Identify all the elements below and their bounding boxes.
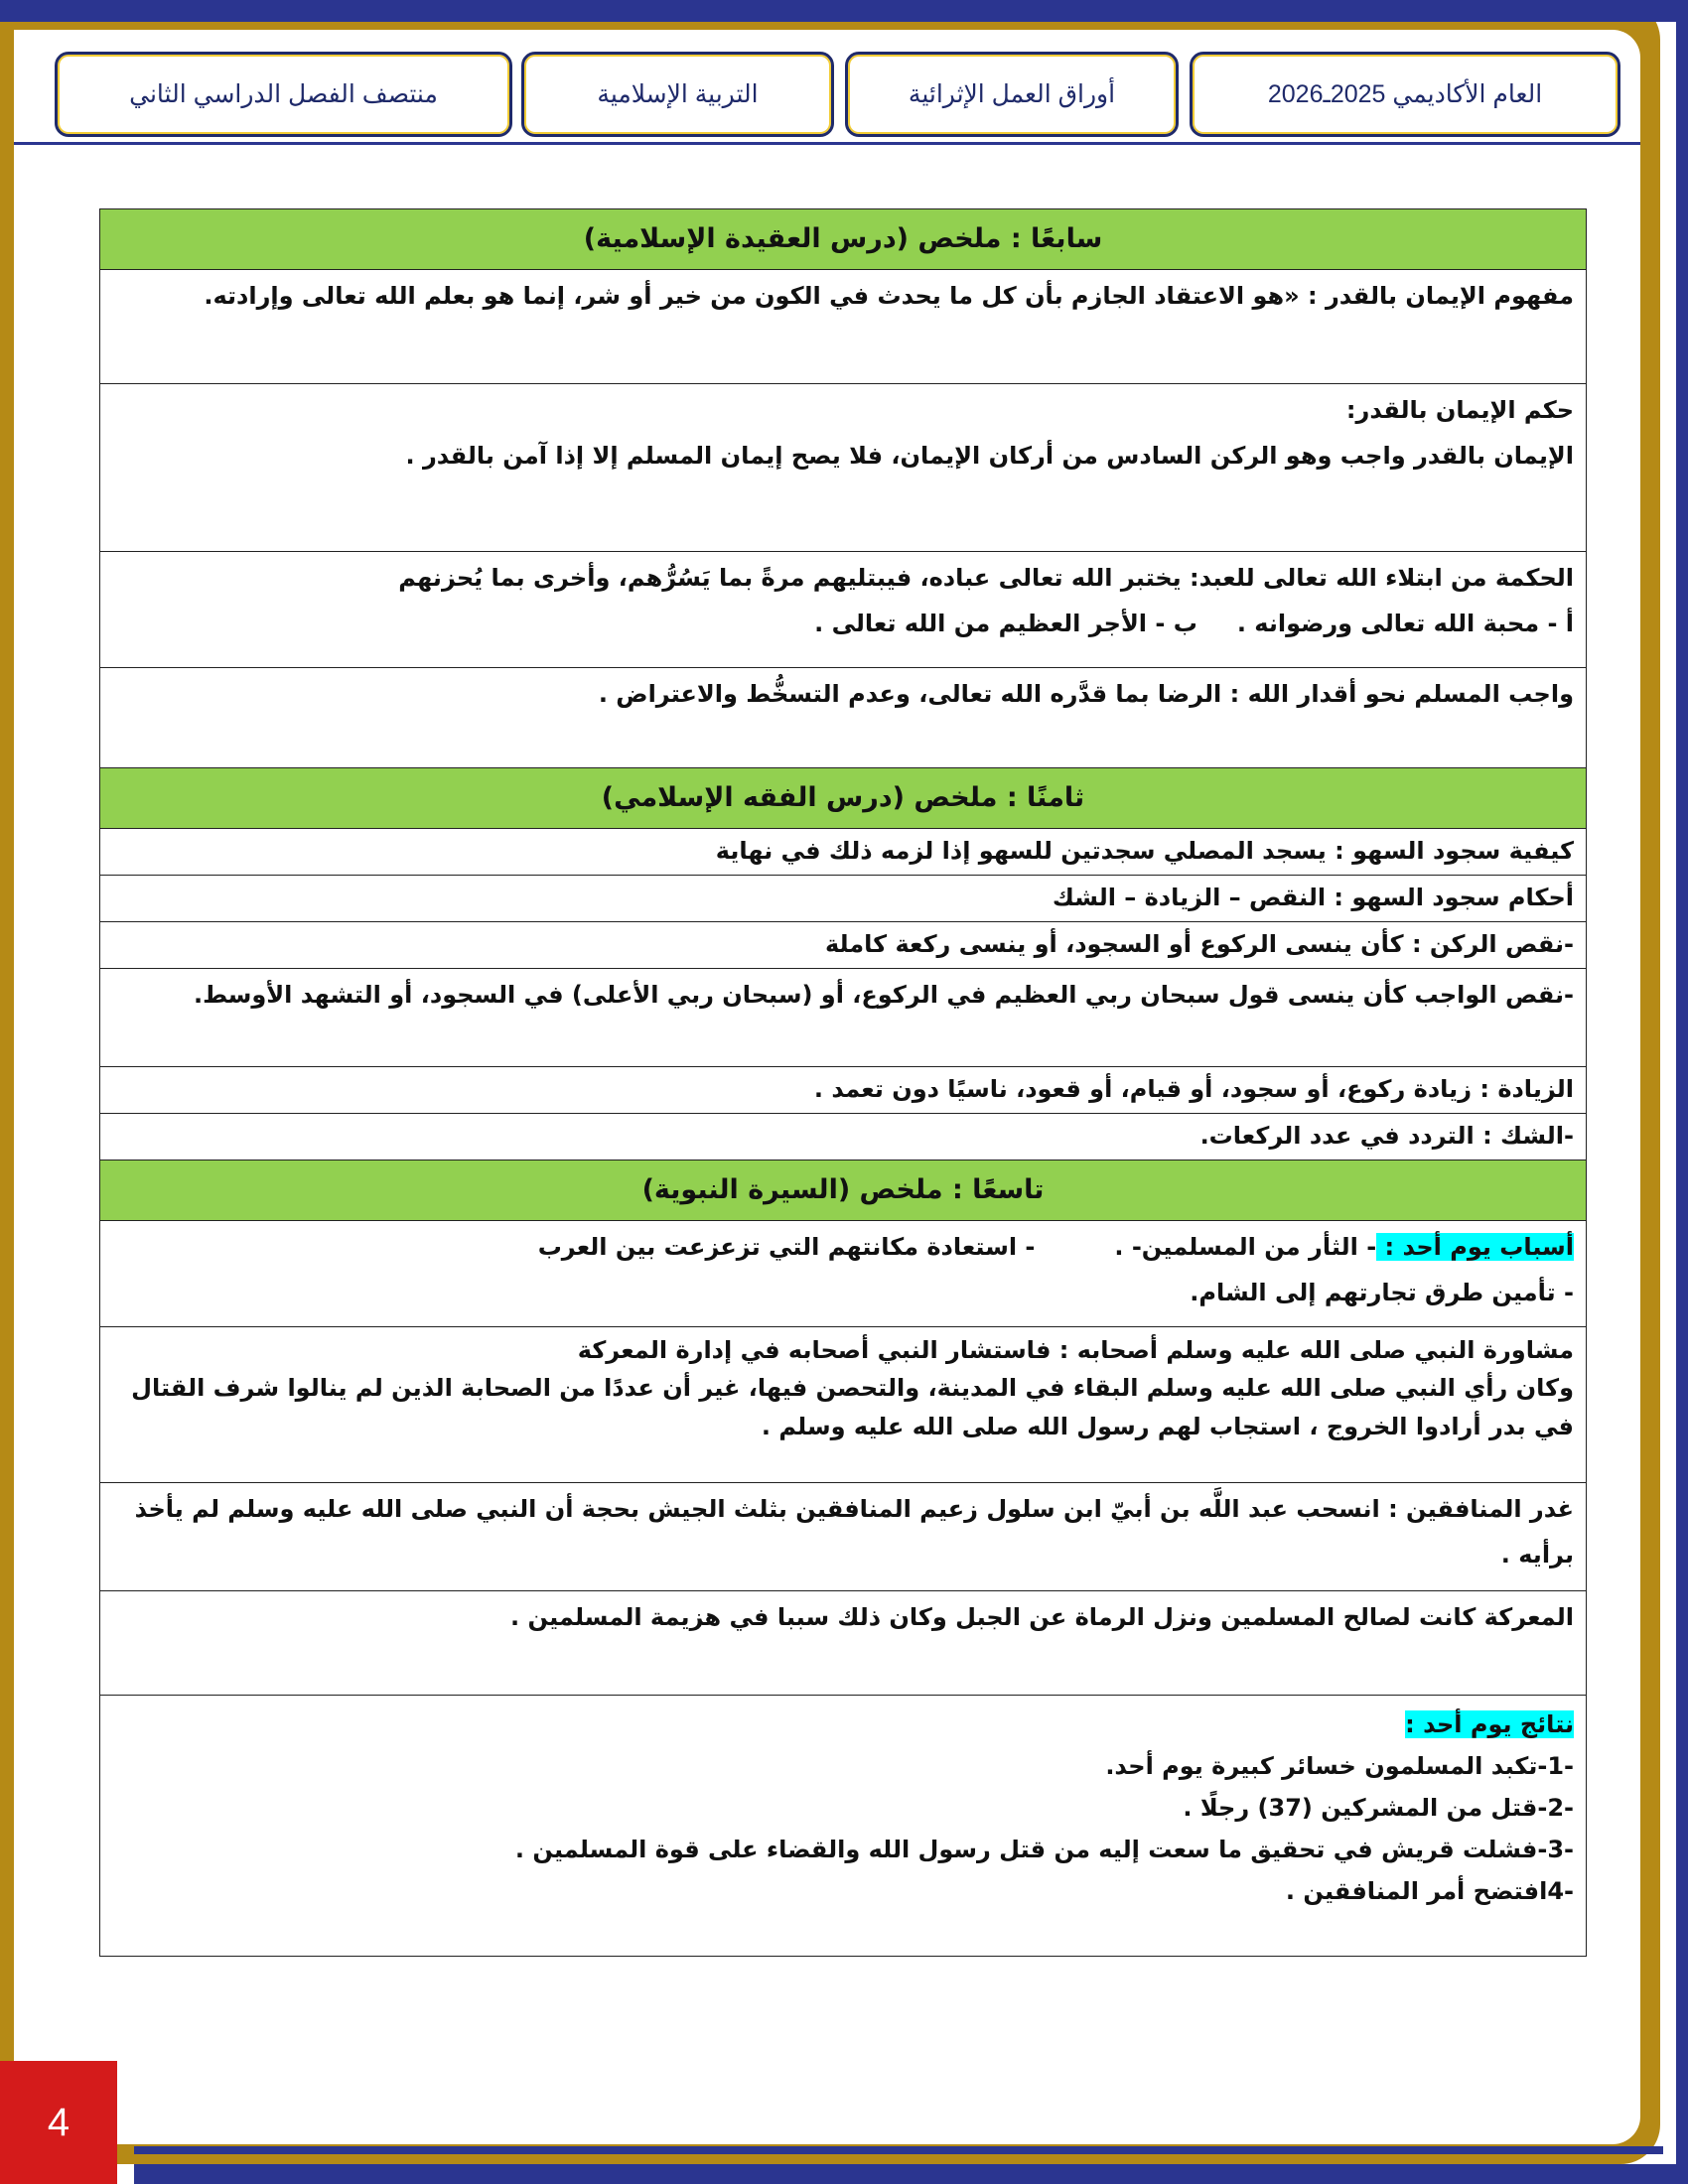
ruling-text: الإيمان بالقدر واجب وهو الركن السادس من أركان الإيمان، فلا يصح إيمان المسلم إلا إذا آمن بالقدر . <box>405 441 1574 470</box>
row-uhud-causes <box>100 1221 1587 1327</box>
right-border <box>1676 0 1688 2184</box>
row-qadar-concept: مفهوم الإيمان بالقدر : «هو الاعتقاد الجازم بأن كل ما يحدث في الكون من خير أو شر، إنما هو بعلم الله تعالى وإرادته. <box>100 270 1587 384</box>
causes-label: أسباب يوم أحد : <box>1376 1233 1574 1261</box>
ruling-title: حكم الإيمان بالقدر: <box>1345 396 1574 424</box>
header-year: العام الأكاديمي 2025ـ2026 <box>1190 52 1620 137</box>
row-qadar-ruling <box>100 384 1587 552</box>
header-period: منتصف الفصل الدراسي الثاني <box>55 52 512 137</box>
row-sahw-rulings: أحكام سجود السهو : النقص – الزيادة – الشك <box>100 876 1587 922</box>
row-duty: واجب المسلم نحو أقدار الله : الرضا بما قدَّره الله تعالى، وعدم التسخُّط والاعتراض . <box>100 668 1587 768</box>
result-item: -4افتضح أمر المنافقين . <box>1285 1877 1574 1905</box>
result-item: -3-فشلت قريش في تحقيق ما سعت إليه من قتل رسول الله والقضاء على قوة المسلمين . <box>514 1836 1574 1863</box>
section-title-seerah: تاسعًا : ملخص (السيرة النبوية) <box>100 1160 1587 1221</box>
bottom-border-inner <box>134 2146 1663 2154</box>
result-item: -2-قتل من المشركين (37) رجلًا . <box>1183 1794 1574 1822</box>
row-betrayal: غدر المنافقين : انسحب عبد اللَّه بن أبيّ ابن سلول زعيم المنافقين بثلث الجيش بحجة أن النبي صلى الله عليه وسلم لم يأخذ برأيه . <box>100 1483 1587 1591</box>
row-battle: المعركة كانت لصالح المسلمين ونزل الرماة عن الجبل وكان ذلك سببا في هزيمة المسلمين . <box>100 1591 1587 1696</box>
row-shak: -الشك : التردد في عدد الركعات. <box>100 1114 1587 1160</box>
header-doc-type: أوراق العمل الإثرائية <box>845 52 1179 137</box>
header-subject: التربية الإسلامية <box>521 52 834 137</box>
summary-table <box>99 208 1587 1957</box>
section-title-fiqh: ثامنًا : ملخص (درس الفقه الإسلامي) <box>100 768 1587 829</box>
cause-2: - استعادة مكانتهم التي تزعزعت بين العرب <box>537 1233 1036 1261</box>
row-wisdom <box>100 552 1587 668</box>
top-border <box>0 0 1678 22</box>
cause-3: - تأمين طرق تجارتهم إلى الشام. <box>1190 1278 1574 1306</box>
result-item: -1-تكبد المسلمون خسائر كبيرة يوم أحد. <box>1105 1752 1574 1780</box>
wisdom-text: الحكمة من ابتلاء الله تعالى للعبد: يختبر الله تعالى عباده، فيبتليهم مرةً بما يَسُرُّهم، وأخرى بما يُحزنهم <box>398 564 1574 592</box>
wisdom-b: ب - الأجر العظيم من الله تعالى . <box>814 609 1197 637</box>
row-sahw-how: كيفية سجود السهو : يسجد المصلي سجدتين للسهو إذا لزمه ذلك في نهاية <box>100 829 1587 876</box>
consult-2: وكان رأي النبي صلى الله عليه وسلم البقاء في المدينة، والتحصن فيها، غير أن عددًا من الصحابة الذين لم ينالوا شرف القتال في بدر أرادوا الخروج ، استجاب لهم رسول الله صلى الله عليه وسلم . <box>131 1374 1574 1440</box>
row-ziyada: الزيادة : زيادة ركوع، أو سجود، أو قيام، أو قعود، ناسيًا دون تعمد . <box>100 1067 1587 1114</box>
page-number: 4 <box>0 2061 117 2184</box>
bottom-border <box>134 2164 1688 2184</box>
row-uhud-results <box>100 1696 1587 1957</box>
wisdom-a: أ - محبة الله تعالى ورضوانه . <box>1236 609 1574 637</box>
cause-1: - الثأر من المسلمين- . <box>1114 1233 1377 1261</box>
row-rukn: -نقص الركن : كأن ينسى الركوع أو السجود، أو ينسى ركعة كاملة <box>100 922 1587 969</box>
header-rule <box>14 142 1640 145</box>
consult-1: مشاورة النبي صلى الله عليه وسلم أصحابه : فاستشار النبي أصحابه في إدارة المعركة <box>577 1336 1574 1364</box>
row-wajib: -نقص الواجب كأن ينسى قول سبحان ربي العظيم في الركوع، أو (سبحان ربي الأعلى) في السجود، أو التشهد الأوسط. <box>100 969 1587 1067</box>
row-consultation <box>100 1327 1587 1483</box>
results-label: نتائج يوم أحد : <box>1405 1710 1574 1738</box>
section-title-aqeedah: سابعًا : ملخص (درس العقيدة الإسلامية) <box>100 209 1587 270</box>
